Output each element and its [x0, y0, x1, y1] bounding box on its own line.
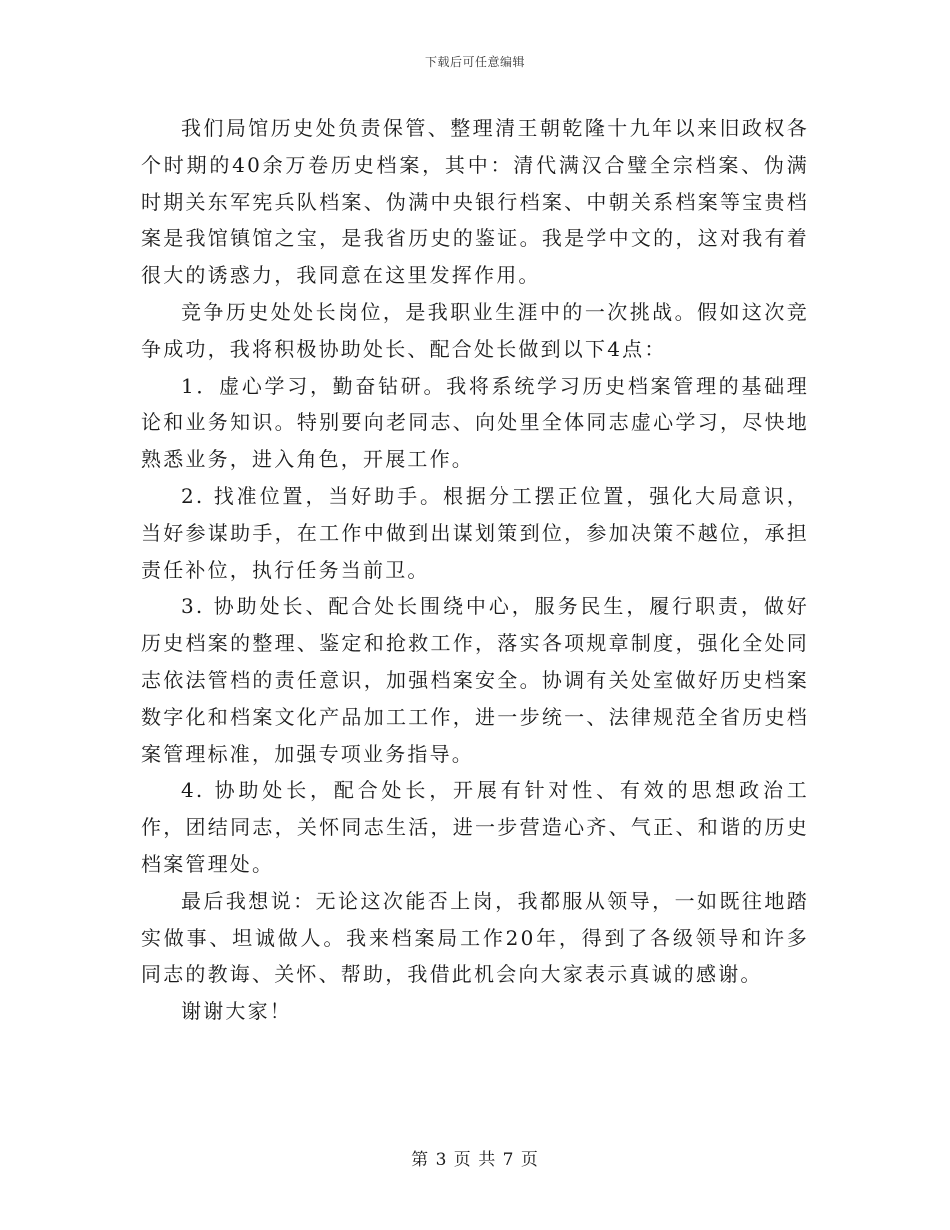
paragraph-point-3: 3. 协助处长、配合处长围绕中心，服务民生，履行职责，做好历史档案的整理、鉴定和抢救工作，落实各项规章制度，强化全处同志依法管档的责任意识，加强档案安全。协调有关处室做好历史档案数字化和档案文化产品加工工作，进一步统一、法律规范全省历史档案管理标准，加强专项业务指导。	[141, 594, 809, 766]
page-number-footer: 第 3 页 共 7 页	[411, 1150, 539, 1170]
header-note: 下载后可任意编辑	[424, 55, 525, 69]
document-body	[141, 110, 809, 1030]
paragraph-archive-intro: 我们局馆历史处负责保管、整理清王朝乾隆十九年以来旧政权各个时期的40余万卷历史档案，其中：清代满汉合璧全宗档案、伪满时期关东军宪兵队档案、伪满中央银行档案、中朝关系档案等宝贵档案是我馆镇馆之宝，是我省历史的鉴证。我是学中文的，这对我有着很大的诱惑力，我同意在这里发挥作用。	[141, 116, 809, 288]
paragraph-thanks: 谢谢大家！	[181, 999, 292, 1024]
paragraph-competition: 竞争历史处处长岗位，是我职业生涯中的一次挑战。假如这次竞争成功，我将积极协助处长、配合处长做到以下4点：	[141, 299, 809, 361]
paragraph-point-1: 1．虚心学习，勤奋钻研。我将系统学习历史档案管理的基础理论和业务知识。特别要向老同志、向处里全体同志虚心学习，尽快地熟悉业务，进入角色，开展工作。	[141, 373, 809, 472]
paragraph-closing: 最后我想说：无论这次能否上岗，我都服从领导，一如既往地踏实做事、坦诚做人。我来档案局工作20年，得到了各级领导和许多同志的教诲、关怀、帮助，我借此机会向大家表示真诚的感谢。	[141, 888, 809, 987]
paragraph-point-2: 2. 找准位置，当好助手。根据分工摆正位置，强化大局意识，当好参谋助手，在工作中做到出谋划策到位，参加决策不越位，承担责任补位，执行任务当前卫。	[141, 483, 809, 582]
paragraph-point-4: 4. 协助处长，配合处长，开展有针对性、有效的思想政治工作，团结同志，关怀同志生活，进一步营造心齐、气正、和谐的历史档案管理处。	[141, 778, 809, 876]
